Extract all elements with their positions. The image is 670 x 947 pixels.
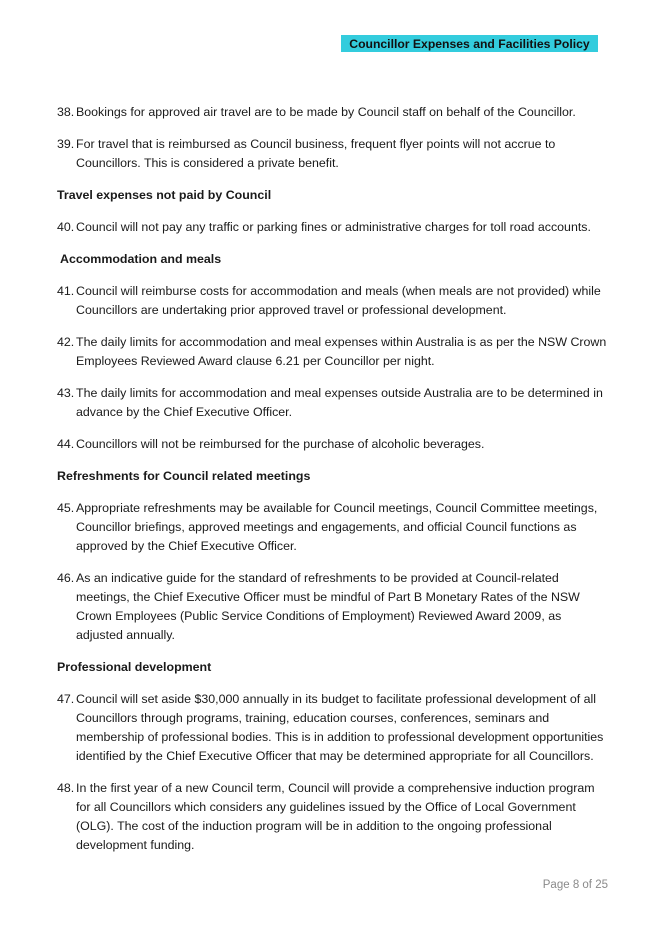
document-title: Councillor Expenses and Facilities Policy (349, 36, 590, 51)
document-body (57, 103, 609, 868)
list-item (57, 218, 609, 237)
list-item (57, 103, 609, 122)
list-item (57, 333, 609, 371)
section-heading-travel-not-paid: Travel expenses not paid by Council (57, 188, 272, 202)
list-item (57, 499, 609, 556)
item-text: Bookings for approved air travel are to be made by Council staff on behalf of the Councillor. (76, 105, 576, 119)
item-number: 46. (57, 571, 75, 585)
document-header-banner (341, 35, 598, 52)
section-heading-refreshments: Refreshments for Council related meetings (57, 469, 311, 483)
item-text: Council will reimburse costs for accommodation and meals (when meals are not provided) while Councillors are undertaking prior approved travel or professional development. (76, 284, 601, 317)
item-text: Council will not pay any traffic or parking fines or administrative charges for toll road accounts. (76, 220, 591, 234)
item-number: 47. (57, 692, 75, 706)
item-text: In the first year of a new Council term, Council will provide a comprehensive induction program for all Councillors which considers any guidelines issued by the Office of Local Government (OLG). The cost of the induction program will be in addition to the ongoing professional development funding. (76, 781, 595, 852)
list-item (57, 282, 609, 320)
item-number: 39. (57, 137, 75, 151)
list-item (57, 779, 609, 855)
item-text: For travel that is reimbursed as Council business, frequent flyer points will not accrue to Councillors. This is considered a private benefit. (76, 137, 556, 170)
item-number: 45. (57, 501, 75, 515)
item-text: The daily limits for accommodation and meal expenses within Australia is as per the NSW Crown Employees Reviewed Award clause 6.21 per Councillor per night. (76, 335, 607, 368)
list-item (57, 135, 609, 173)
item-number: 41. (57, 284, 75, 298)
item-number: 42. (57, 335, 75, 349)
section-heading-accommodation: Accommodation and meals (60, 252, 222, 266)
list-item (57, 384, 609, 422)
item-text: As an indicative guide for the standard of refreshments to be provided at Council-related meetings, the Chief Executive Officer must be mindful of Part B Monetary Rates of the NSW Crown Employees (Public Service Conditions of Employment) Reviewed Award 2009, as adjusted annually. (76, 571, 580, 642)
list-item (57, 690, 609, 766)
page-number: Page 8 of 25 (542, 879, 608, 891)
item-number: 40. (57, 220, 75, 234)
item-text: Councillors will not be reimbursed for the purchase of alcoholic beverages. (76, 437, 485, 451)
item-text: Appropriate refreshments may be available for Council meetings, Council Committee meetings, Councillor briefings, approved meetings and engagements, and official Council functions as approved by the Chief Executive Officer. (76, 501, 598, 553)
item-number: 44. (57, 437, 75, 451)
section-heading-professional-development: Professional development (57, 660, 212, 674)
item-number: 38. (57, 105, 75, 119)
item-number: 48. (57, 781, 75, 795)
item-number: 43. (57, 386, 75, 400)
item-text: Council will set aside $30,000 annually in its budget to facilitate professional development of all Councillors through programs, training, education courses, conferences, seminars and membership of professional bodies. This is in addition to professional development opportunities identified by the Chief Executive Officer that may be determined appropriate for all Councillors. (76, 692, 604, 763)
list-item (57, 569, 609, 645)
list-item (57, 435, 609, 454)
item-text: The daily limits for accommodation and meal expenses outside Australia are to be determined in advance by the Chief Executive Officer. (76, 386, 603, 419)
